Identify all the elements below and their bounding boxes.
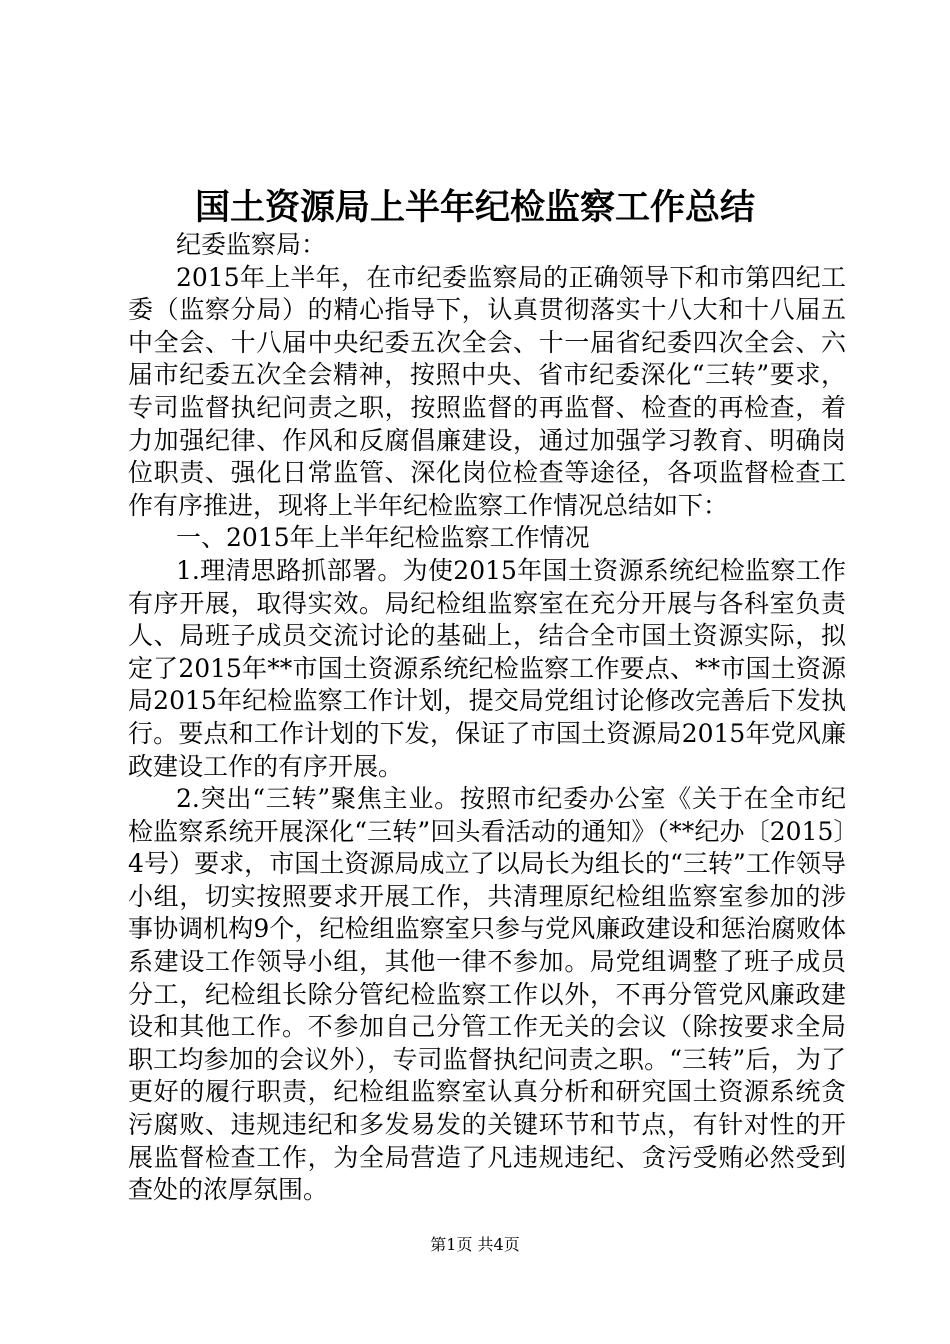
page-number-footer: 第1页 共4页 xyxy=(430,1235,520,1254)
document-body xyxy=(128,229,846,1207)
paragraph-intro: 2015年上半年，在市纪委监察局的正确领导下和市第四纪工委（监察分局）的精心指导下，认真贯彻落实十八大和十八届五中全会、十八届中央纪委五次全会、十一届省纪委四次全会、六届市纪委五次全会精神，按照中央、省市纪委深化“三转”要求，专司监督执纪问责之职，按照监督的再监督、检查的再检查，着力加强纪律、作风和反腐倡廉建设，通过加强学习教育、明确岗位职责、强化日常监管、深化岗位检查等途径，各项监督检查工作有序推进，现将上半年纪检监察工作情况总结如下： xyxy=(128,262,846,520)
salutation: 纪委监察局： xyxy=(176,230,327,259)
document-title: 国土资源局上半年纪检监察工作总结 xyxy=(194,187,755,228)
paragraph-item-1: 1.理清思路抓部署。为使2015年国土资源系统纪检监察工作有序开展，取得实效。局纪检组监察室在充分开展与各科室负责人、局班子成员交流讨论的基础上，结合全市国土资源实际，拟定了2015年**市国土资源系统纪检监察工作要点、**市国土资源局2015年纪检监察工作计划，提交局党组讨论修改完善后下发执行。要点和工作计划的下发，保证了市国土资源局2015年党风廉政建设工作的有序开展。 xyxy=(128,555,846,781)
paragraph-item-2: 2.突出“三转”聚焦主业。按照市纪委办公室《关于在全市纪检监察系统开展深化“三转”回头看活动的通知》（**纪办〔2015〕4号）要求，市国土资源局成立了以局长为组长的“三转”工作领导小组，切实按照要求开展工作，共清理原纪检组监察室参加的涉事协调机构9个，纪检组监察室只参与党风廉政建设和惩治腐败体系建设工作领导小组，其他一律不参加。局党组调整了班子成员分工，纪检组长除分管纪检监察工作以外，不再分管党风廉政建设和其他工作。不参加自己分管工作无关的会议（除按要求全局职工均参加的会议外），专司监督执纪问责之职。“三转”后，为了更好的履行职责，纪检组监察室认真分析和研究国土资源系统贪污腐败、违规违纪和多发易发的关键环节和节点，有针对性的开展监督检查工作，为全局营造了凡违规违纪、贪污受贿必然受到查处的浓厚氛围。 xyxy=(128,784,846,1205)
section-heading: 一、2015年上半年纪检监察工作情况 xyxy=(176,523,590,553)
